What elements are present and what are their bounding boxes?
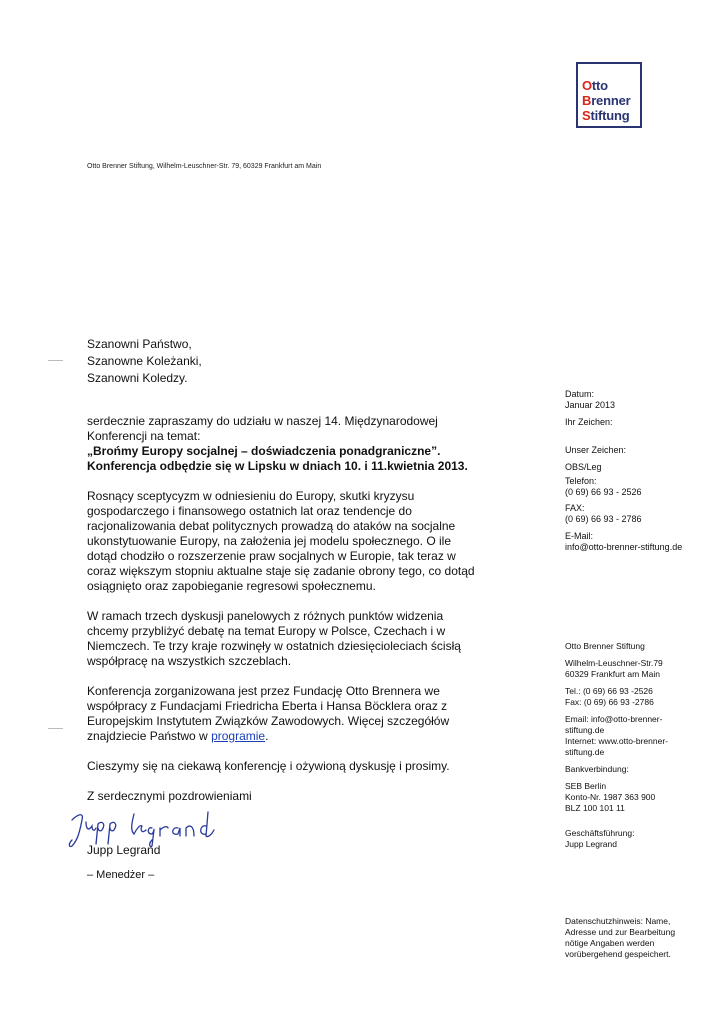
fold-mark — [48, 360, 63, 361]
email-block: E-Mail: info@otto-brenner-stiftung.de — [565, 531, 683, 552]
intro-paragraph: serdecznie zapraszamy do udziału w naszej 14. Międzynarodowej Konferencji na temat: „Brońmy Europy socjalnej – doświadczenia ponadgraniczne”. Konferencja odbędzie się w Lipsku w dniach 10. i 11.kwietnia 2013. — [87, 414, 468, 473]
organisation-footer: Otto Brenner Stiftung Wilhelm-Leuschner-Str.79 60329 Frankfurt am Main Tel.: (0 69) 66 93 -2526 Fax: (0 69) 66 93 -2786 Email: info@otto-brenner- stiftung.de Internet: www.otto-brenner- stiftung.de Bankverbindung: SEB Berlin Konto-Nr. 1987 363 900 BLZ 100 101 11 — [565, 641, 668, 813]
fold-mark — [48, 728, 63, 729]
signer-name: Jupp Legrand — [87, 843, 161, 857]
paragraph: Konferencja zorganizowana jest przez Fundację Otto Brennera we współpracy z Fundacjami Friedricha Eberta i Hansa Böcklera oraz z Europejskim Instytutem Związków Zawodowych. Więcej szczegółów znajdziecie Państwo w programie. — [87, 684, 450, 743]
paragraph: Rosnący sceptycyzm w odniesieniu do Europy, skutki kryzysu gospodarczego i finansowego ostatnich lat oraz tendencje do racjonalizowania debat politycznych prowadzą do ataków na socjalne ukonstytuowanie Europy, na założenia jej modelu społecznego. O ile dotąd chodziło o rozszerzenie praw socjalnych w Europie, tak teraz w coraz większym stopniu aktualne staje się zadanie obrony tego, co dotąd osiągnięto oraz zapobieganie regresowi społecznemu. — [87, 489, 475, 593]
letter-body — [87, 414, 482, 819]
unser-zeichen-block: Unser Zeichen: OBS/Leg — [565, 445, 627, 472]
paragraph: W ramach trzech dyskusji panelowych z różnych punktów widzenia chcemy przybliżyć debatę na temat Europy w Polsce, Czechach i w Niemczech. Te trzy kraje rozwinęły w ostatnich dziesięcioleciach ścisłą współpracę na wszystkich szczeblach. — [87, 609, 461, 668]
fax-block: FAX: (0 69) 66 93 - 2786 — [565, 503, 642, 524]
datum-block: Datum: Januar 2013 — [565, 389, 616, 410]
geschaeftsfuehrung-block: Geschäftsführung: Jupp Legrand — [565, 828, 635, 849]
telefon-block: Telefon: (0 69) 66 93 - 2526 — [565, 476, 642, 497]
paragraph: Cieszymy się na ciekawą konferencję i ożywioną dyskusję i prosimy. — [87, 759, 450, 773]
salutation-line: Szanowne Koleżanki, — [87, 354, 202, 368]
salutation-line: Szanowni Państwo, — [87, 337, 192, 351]
datenschutz-note: Datenschutzhinweis: Name, Adresse und zur Bearbeitung nötige Angaben werden vorübergehend gespeichert. — [565, 916, 676, 959]
programme-link[interactable]: programie — [211, 729, 266, 743]
conference-title: „Brońmy Europy socjalnej – doświadczenia ponadgraniczne”. — [87, 444, 441, 458]
salutation — [87, 336, 202, 387]
ihr-zeichen: Ihr Zeichen: — [565, 417, 613, 427]
salutation-line: Szanowni Koledzy. — [87, 371, 188, 385]
otto-brenner-logo: Otto Brenner Stiftung — [576, 62, 642, 128]
closing: Z serdecznymi pozdrowieniami — [87, 789, 252, 803]
signer-role: – Menedżer – — [87, 869, 155, 881]
sender-address-line: Otto Brenner Stiftung, Wilhelm-Leuschner-Str. 79, 60329 Frankfurt am Main — [87, 163, 322, 170]
conference-date: Konferencja odbędzie się w Lipsku w dniach 10. i 11.kwietnia 2013. — [87, 459, 468, 473]
